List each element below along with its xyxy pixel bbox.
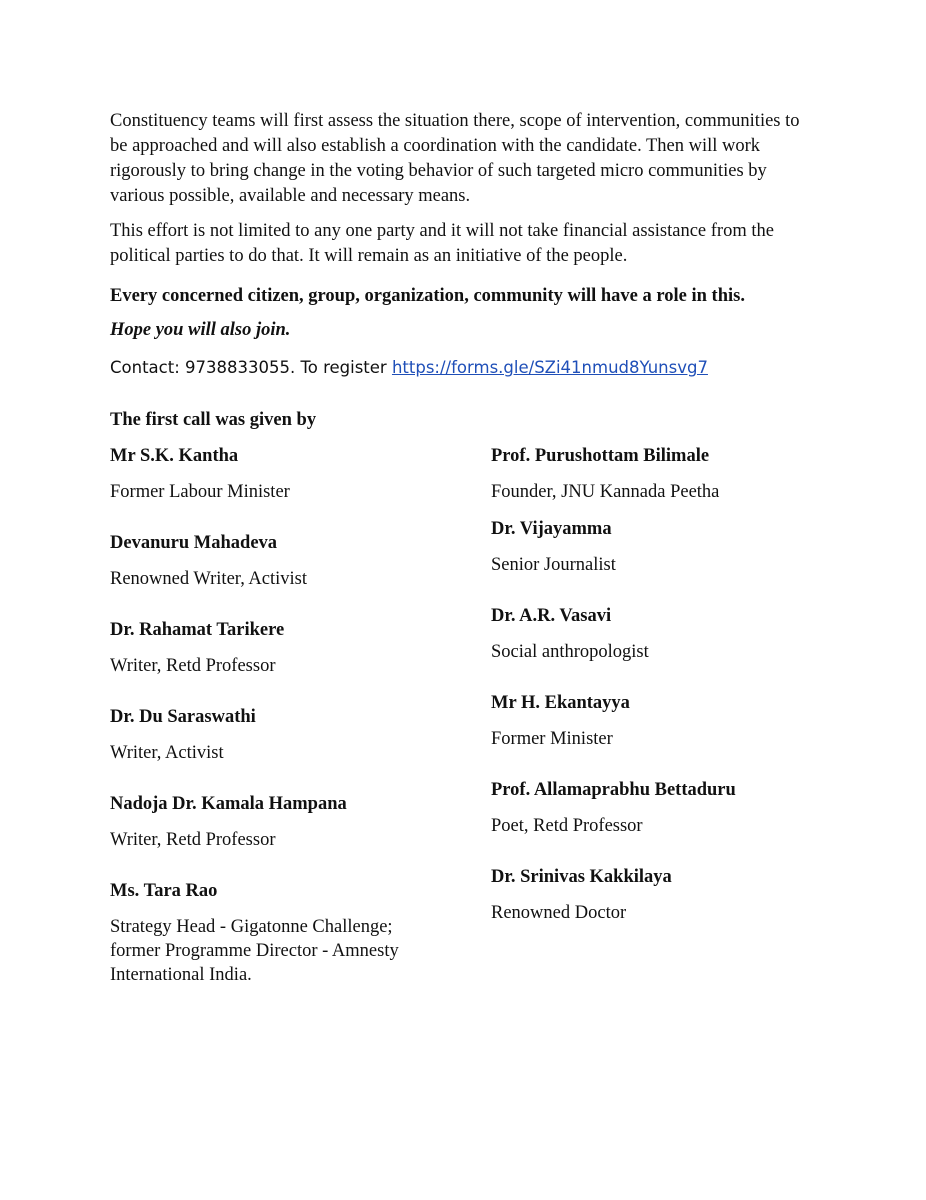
signatory-right-6 [491, 865, 851, 925]
first-call-heading: The first call was given by [110, 410, 317, 430]
paragraph-nonpartisan: This effort is not limited to any one party and it will not take financial assistance from the political parties to do that. It will remain as an initiative of the people. [110, 221, 774, 266]
signatory-right-1 [491, 444, 851, 504]
signatory-role: Social anthropologist [491, 642, 649, 662]
signatory-name: Dr. Vijayamma [491, 519, 612, 539]
signatory-right-3 [491, 604, 851, 664]
signatory-name: Nadoja Dr. Kamala Hampana [110, 794, 347, 814]
paragraph-hope-join: Hope you will also join. [110, 320, 291, 340]
contact-line [110, 355, 708, 381]
signatory-name: Mr S.K. Kantha [110, 446, 239, 466]
register-link[interactable]: https://forms.gle/SZi41nmud8Yunsvg7 [391, 358, 708, 377]
signatory-role: Former Labour Minister [110, 482, 290, 502]
signatory-left-4 [110, 705, 470, 765]
signatory-left-1 [110, 444, 470, 504]
signatory-name: Mr H. Ekantayya [491, 693, 630, 713]
signatory-left-2 [110, 531, 470, 591]
signatory-role: Renowned Writer, Activist [110, 569, 308, 589]
signatory-left-6 [110, 879, 440, 987]
signatory-name: Prof. Purushottam Bilimale [491, 446, 710, 466]
signatory-name: Dr. A.R. Vasavi [491, 606, 612, 626]
signatory-name: Dr. Rahamat Tarikere [110, 620, 285, 640]
signatory-role: Writer, Retd Professor [110, 656, 276, 676]
signatory-left-3 [110, 618, 470, 678]
paragraph-assessment: Constituency teams will first assess the situation there, scope of intervention, communities to be approached and will also establish a coordination with the candidate. Then will work rigorously to bring change in the voting behavior of such targeted micro communities by various possible, available and necessary means. [110, 111, 800, 206]
signatory-right-4 [491, 691, 851, 751]
signatory-role: Founder, JNU Kannada Peetha [491, 482, 720, 502]
signatory-name: Devanuru Mahadeva [110, 533, 278, 553]
signatory-role: Poet, Retd Professor [491, 816, 643, 836]
signatory-right-2 [491, 517, 851, 577]
signatory-role: Writer, Activist [110, 743, 224, 763]
signatory-role: Senior Journalist [491, 555, 616, 575]
signatory-name: Prof. Allamaprabhu Bettaduru [491, 780, 736, 800]
signatory-role: Former Minister [491, 729, 613, 749]
signatory-role: Renowned Doctor [491, 903, 627, 923]
signatory-role: Writer, Retd Professor [110, 830, 276, 850]
paragraph-every-citizen: Every concerned citizen, group, organization, community will have a role in this. [110, 286, 745, 306]
signatory-name: Dr. Du Saraswathi [110, 707, 256, 727]
signatory-role: Strategy Head - Gigatonne Challenge; former Programme Director - Amnesty International India. [110, 917, 399, 985]
contact-label: Contact: 9738833055. To register [110, 358, 392, 377]
signatory-left-5 [110, 792, 470, 852]
signatory-name: Ms. Tara Rao [110, 881, 218, 901]
signatory-name: Dr. Srinivas Kakkilaya [491, 867, 672, 887]
signatory-right-5 [491, 778, 851, 838]
